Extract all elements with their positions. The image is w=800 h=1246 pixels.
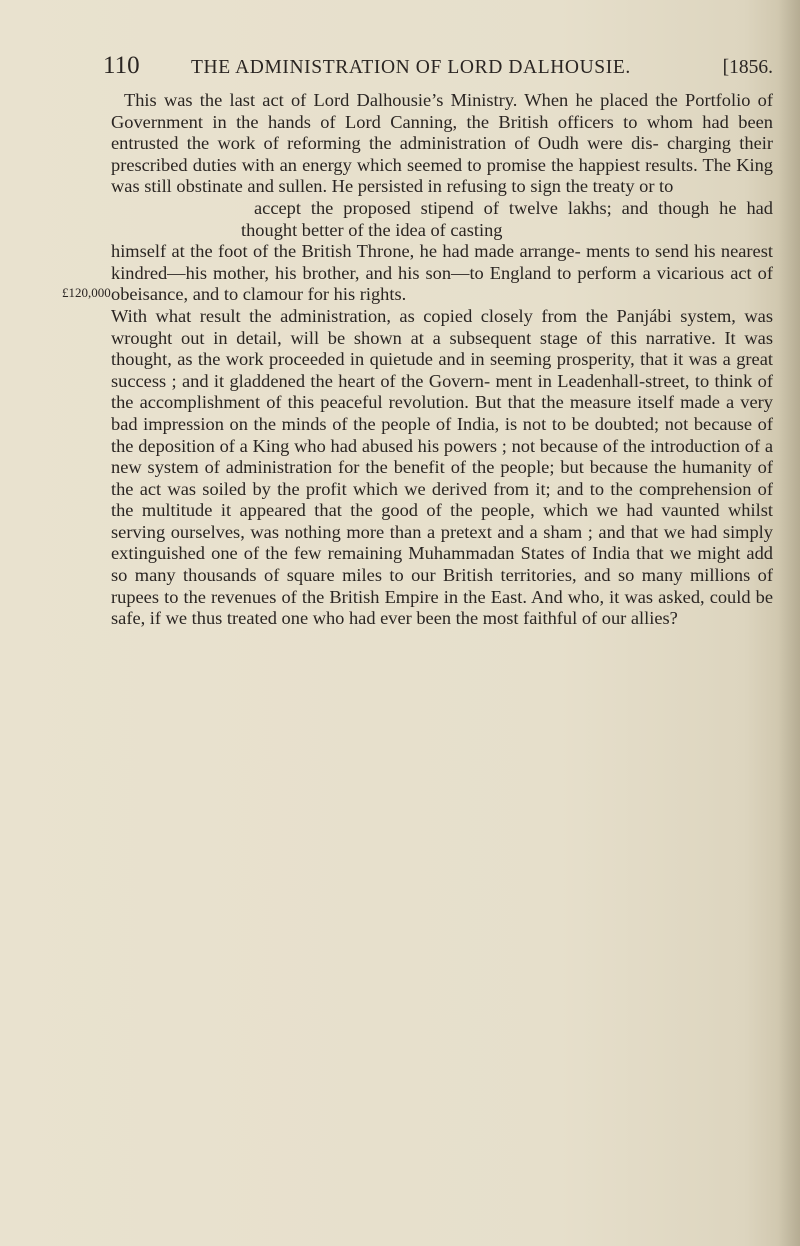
paragraph-1-part-1: This was the last act of Lord Dalhousie’s Ministry. When he placed the Portfolio of Government in the hands of Lord Canning, the British officers to whom had been entrusted the work of reforming the administration of Oudh were dis- charging their prescribed duties with an energy which seemed to promise the happiest results. The King was still obstinate and sullen. He persisted in refusing to sign the treaty or to	[111, 90, 773, 197]
running-head	[103, 48, 773, 84]
margin-note: £120,000.	[62, 285, 114, 300]
body-text	[111, 90, 773, 630]
paragraph-1-part-3: himself at the foot of the British Throne, he had made arrange- ments to send his nearest kindred—his mother, his brother, and his son—to England to perform a vicarious act of obeisance, and to clamour for his rights.	[111, 241, 773, 305]
paragraph-1	[111, 90, 773, 306]
paragraph-2: With what result the administration, as copied closely from the Panjábi system, was wrought out in detail, will be shown at a subsequent stage of this narrative. It was thought, as the work proceeded in quietude and in seeming prosperity, that it was a great success ; and it gladdened the heart of the Govern- ment in Leadenhall-street, to think of the accomplishment of this peaceful revolution. But that the measure itself made a very bad impression on the minds of the people of India, is not to be doubted; not because of the deposition of a King who had abused his powers ; not because of the introduction of a new system of administration for the benefit of the people; but because the humanity of the act was soiled by the profit which we derived from it; and to the comprehension of the multitude it appeared that the good of the people, which we had vaunted whilst serving ourselves, was nothing more than a pretext and a sham ; and that we had simply extinguished one of the few remaining Muhammadan States of India that we might add so many thousands of square miles to our British territories, and so many millions of rupees to the revenues of the British Empire in the East. And who, it was asked, could be safe, if we thus treated one who had ever been the most faithful of our allies?	[111, 305, 773, 629]
page-edge-shadow	[778, 0, 800, 1246]
paragraph-1-part-2: accept the proposed stipend of twelve lakhs; and though he had thought better of the idea of casting	[241, 197, 773, 240]
running-head-year: [1856.	[722, 57, 773, 78]
page-number: 110	[103, 52, 140, 79]
running-head-title: THE ADMINISTRATION OF LORD DALHOUSIE.	[191, 57, 631, 78]
